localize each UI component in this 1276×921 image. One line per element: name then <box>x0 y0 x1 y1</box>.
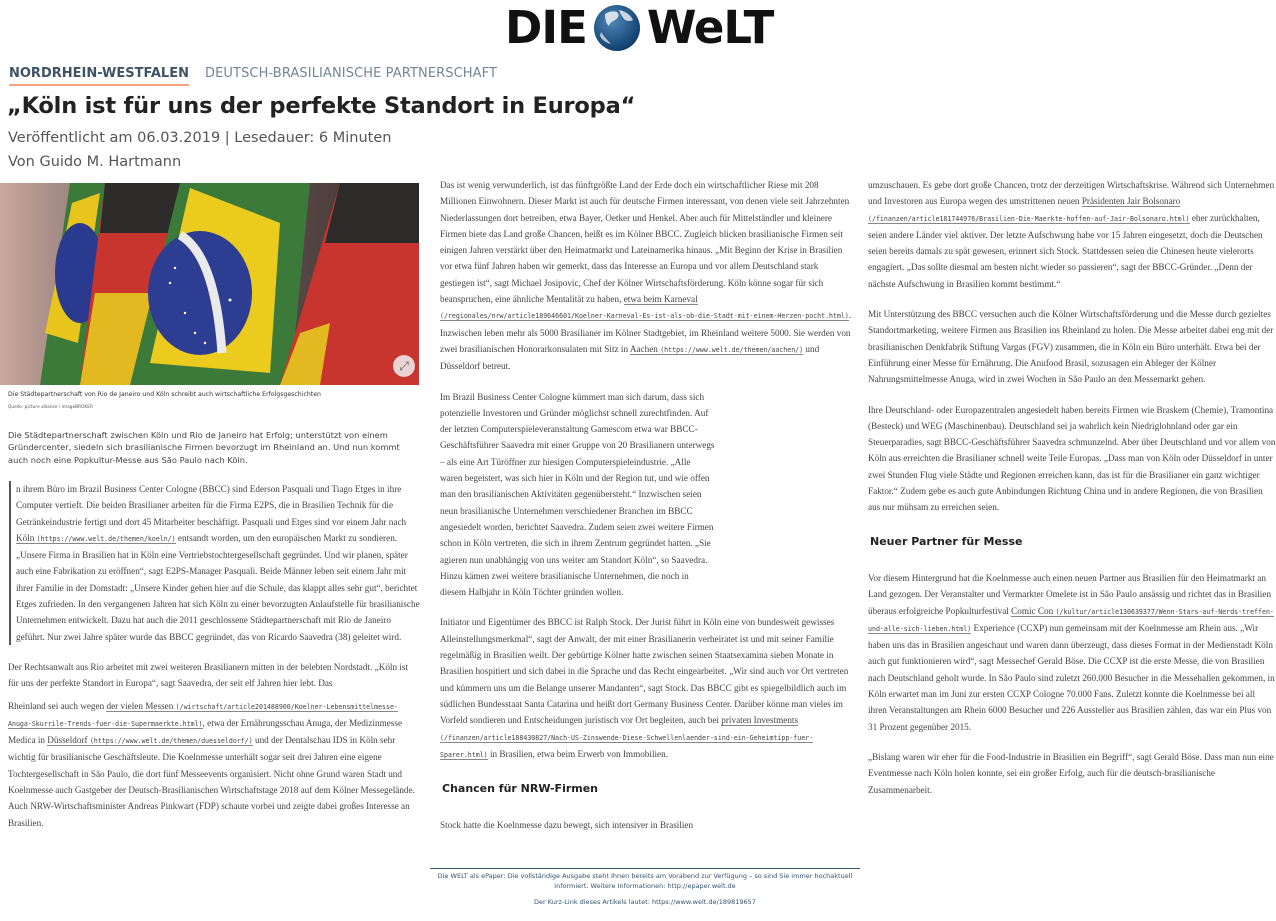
link-koeln[interactable] <box>16 533 176 544</box>
body-paragraph: „Bislang waren wir eher für die Food-Industrie in Brasilien ein Begriff“, sagt Gerald Böse. Dass man nun eine Eventmesse nach Köln holen konnte, sei ein großer Erfolg, auch für die deutsch-brasilianische Zusammenarbeit. <box>868 751 1274 795</box>
link-url: (/kultur/article130639377/Wenn-Stars-auf-Nerds-treffen-und-alle-sich-lieben.html) <box>868 607 1274 633</box>
article-column-2 <box>440 177 855 848</box>
text: Vor diesem Hintergrund hat die Koelnmesse auch einen neuen Partner aus Brasilien für den Heimatmarkt an Land gezogen. Der Veranstalter und Vermarkter Omelete ist in São Paulo ansässig und richtet das in Brasilien überaus erfolgreiche Popkulturfestival <box>868 572 1272 616</box>
author-byline: Von Guido M. Hartmann <box>8 154 182 170</box>
link-text: Aachen <box>629 343 658 354</box>
epaper-notice: Die WELT als ePaper: Die vollständige Ausgabe steht Ihnen bereits am Vorabend zur Verfügung – so sind Sie immer hochaktuell informiert. Weitere Informationen: http://epaper.welt.de <box>437 872 853 890</box>
link-url: (https://www.welt.de/themen/duesseldorf/) <box>89 737 253 746</box>
body-paragraph <box>868 177 1276 292</box>
text: und der Dentalschau IDS in Köln sehr wichtig für brasilianische Geschäftsleute. Die Koelnmesse unterhält sogar seit drei Jahren eine eigene Tochtergesellschaft in São Paulo, die dort fünf Messeevents organisiert. Nicht ohne Grund waren Stadt und Koelnmesse auch Gastgeber der Deutsch-Brasilianischen Wirtschaftstage 2018 auf dem Kölner Messegelände. Auch NRW-Wirtschaftsminister Andreas Pinkwart (FDP) schaute vorbei und zeigte dabei großes Interesse an Brasilien. <box>8 735 415 828</box>
epaper-footer <box>430 868 860 907</box>
link-url: (/finanzen/article188430827/Nach-US-Zinswende-Diese-Schwellenlaender-sind-ein-Geheimtipp-fuer-Sparer.html) <box>440 733 814 759</box>
image-credit: Quelle: picture alliance / imageBROKER <box>8 405 93 410</box>
publish-meta: Veröffentlicht am 06.03.2019 | Lesedauer: 6 Minuten <box>8 130 392 146</box>
subheading: Neuer Partner für Messe <box>870 534 1023 548</box>
section-link[interactable]: NORDRHEIN-WESTFALEN <box>9 66 189 86</box>
globe-icon <box>591 2 643 54</box>
kicker <box>9 66 497 86</box>
image-caption: Die Städtepartnerschaft von Rio de Janeiro und Köln schreibt auch wirtschaftliche Erfolgsgeschichten <box>8 391 321 398</box>
text: eher zurückhalten, seien andere Länder viel aktiver. Der letzte Aufschwung habe vor 15 Jahren eingesetzt, doch die Deutschen seien bereits damals zu spät gewesen, erinnert sich Stock. Stattdessen seien die Chinesen heute vielerorts engagiert. „Das sollte diesmal am besten nicht wieder so passieren“, sagt der BBCC-Gründer. „Denn der nächste Aufschwung in Brasilien kommt bestimmt.“ <box>868 212 1263 289</box>
text: . Inzwischen leben mehr als 5000 Brasilianer im Kölner Stadtgebiet, im Rheinland weitere 5000. Sie werden von zwei brasilianischen Honorarkonsulaten mit Sitz in <box>440 310 852 354</box>
short-link[interactable]: Der Kurz-Link dieses Artikels lautet: https://www.welt.de/189819657 <box>534 898 756 906</box>
link-url: (https://www.welt.de/themen/koeln/) <box>36 534 176 543</box>
welt-logo[interactable] <box>505 2 810 54</box>
article-headline: „Köln ist für uns der perfekte Standort in Europa“ <box>7 93 636 119</box>
link-duesseldorf[interactable] <box>47 735 252 746</box>
logo-word-die: DIE <box>505 1 587 54</box>
text: , etwa der Ernährungsschau Anuga, der Medizinmesse Medica in <box>8 717 403 746</box>
link-text: Düsseldorf <box>47 735 88 746</box>
link-url: (/regionales/nrw/article189646601/Koelner-Karneval-Es-ist-als-ob-die-Stadt-mit-einem-Herzen-pocht.html) <box>440 312 849 321</box>
hero-image <box>0 183 419 385</box>
body-paragraph: Ihre Deutschland- oder Europazentralen angesiedelt haben bereits Firmen wie Braskem (Chemie), Tramontina (Besteck) und WEG (Maschinenbau). Deutschland sei ja wahrlich kein Niedriglohnland oder gar ein Steuerparadies, sagt BBCC-Geschäftsführer Saavedra schmunzelnd. Aber über Deutschland und vor allem von Köln aus erreichten die Brasilianer schnell weite Teile Europas. „Dass man von Köln oder Düsseldorf in unter zwei Stunden Flug viele Städte und Regionen erreichen kann, das ist für die Brasilianer ein ganz wichtiger Faktor.“ Zudem gebe es auch gute Anbindungen Richtung China und in andere Regionen, die von Brasilien aus nur mühsam zu erreichen seien. <box>868 404 1276 513</box>
text: in Brasilien, etwa beim Erwerb von Immobilien. <box>487 748 669 759</box>
topic-label: DEUTSCH-BRASILIANISCHE PARTNERSCHAFT <box>204 66 498 81</box>
body-paragraph: Im Brazil Business Center Cologne kümmert man sich darum, dass sich potenzielle Investoren und Gründer möglichst schnell zurechtfinden. Auf der letzten Computerspieleveranstaltung Gamescom etwa war BBCC-Geschäftsführer Saavedra mit einer Gruppe von 20 Brasilianern unterwegs – als eine Art Türöffner zur hiesigen Computerspieleindustrie. „Alle waren begeistert, was sich hier in Köln und der Region tut, und wie offen man den brasilianischen Aktivitäten gegenübersteht.“ Inzwischen seien neun brasilianische Unternehmen verschiedener Branchen im BBCC angesiedelt worden, berichtet Saavedra. Zudem seien zwei weitere Firmen schon in Köln vertreten, die sich in ihrem Zentrum gegründet hatten. „Sie agieren nun unabhängig von uns weiter am Standort Köln“, so Saavedra. Hinzu kämen zwei weitere brasilianische Unternehmen, die noch in diesem Halbjahr in Köln Töchter gründen wollen. <box>440 391 715 598</box>
body-paragraph <box>8 698 420 831</box>
body-paragraph <box>868 570 1276 735</box>
link-url: (/wirtschaft/article201488900/Koelner-Lebensmittelmesse-Anuga-Skurrile-Trends-fuer-die-Supermaerkte.html) <box>8 702 398 728</box>
expand-image-button[interactable] <box>393 355 415 377</box>
body-paragraph <box>9 481 420 645</box>
link-text: der vielen Messen <box>106 700 174 711</box>
link-text: Präsidenten Jair Bolsonaro <box>1081 196 1181 207</box>
text: Experience (CCXP) nun gemeinsam mit der Koelnmesse am Rhein aus. „Wir haben uns das in Brasilien angeschaut und waren dann überzeugt, dass dieses Format in der Medienstadt Köln auch gut funktionieren wird“, sagt Messechef Gerald Böse. Die CCXP ist die erste Messe, die von Brasilien nach Deutschland geholt wurde. In São Paulo sind zuletzt 260.000 Besucher in die Messehallen gekommen, in Köln erwartet man im Juni zur ersten CCXP Cologne 70.000 Fans. Zuletzt konnte die Koelnmesse bei all ihren Veranstaltungen am Rhein 6000 Besucher und 226 Aussteller aus Brasilien zählen, das war ein Plus von 31 Prozent gegenüber 2015. <box>868 622 1275 732</box>
body-paragraph: Mit Unterstützung des BBCC versuchen auch die Kölner Wirtschaftsförderung und die Messe durch gezieltes Standortmarketing, weitere Firmen aus Brasilien ins Rheinland zu holen. Die Messe arbeitet dabei eng mit der brasilianischen Denkfabrik Stiftung Vargas (FGV) zusammen, die in Köln ein Büro unterhält. Etwa bei der Einführung einer Messe für Ernährung. Die Anufood Brasil, sozusagen ein Ableger der Kölner Nahrungsmittelmesse Anuga, wird in zwei Wochen in São Paulo an den Messemarkt gehen. <box>868 309 1274 385</box>
body-paragraph <box>440 177 855 375</box>
link-text: etwa beim Karneval <box>623 294 698 305</box>
text: umzuschauen. Es gebe dort große Chancen, trotz der derzeitigen Wirtschaftskrise. Während sich Unternehmen und Investoren aus Europa wegen des umstrittenen neuen <box>868 180 1275 207</box>
text: Initiator und Eigentümer des BBCC ist Ralph Stock. Der Jurist führt in Köln eine von bundesweit gewisses Alleinstellungsmerkmal“, sagt der Anwalt, der mit einer Brasilianerin verheiratet ist und mit seiner Familie regelmäßig in Brasilien weilt. Der gebürtige Kölner hatte zwischen seinen Staatsexamina sieben Monate in Brasilien hospitiert und sich dabei in die Sprache und das Recht eingearbeitet. „Wir sind auch vor Ort vertreten und kümmern uns um die Belange unserer Mandanten“, sagt Stock. Das BBCC gibt es spiegelbildlich auch im südlichen Bundesstaat Santa Catarina und heißt dort Germany Business Center. Darüber könne man vieles im Vorfeld sondieren und Entscheidungen juristisch vor Ort begleiten, auch bei <box>440 617 849 726</box>
body-paragraph: Der Rechtsanwalt aus Rio arbeitet mit zwei weiteren Brasilianern mitten in der belebten Nordstadt. „Köln ist für uns der perfekte Standort in Europa“, sagt Saavedra, der seit elf Jahren hier lebt. Das <box>8 661 409 689</box>
subheading: Chancen für NRW-Firmen <box>442 782 599 796</box>
link-text: Köln <box>16 532 35 543</box>
text: und Düsseldorf betreut. <box>440 343 820 372</box>
text: Das ist wenig verwunderlich, ist das fünftgrößte Land der Erde doch ein wirtschaftlicher Riese mit 208 Millionen Einwohnern. Dieser Markt ist auch für deutsche Firmen interessant, von denen viele seit Jahrzehnten Niederlassungen dort betreiben, etwa Bayer, Oetker und Henkel. Aber auch für Mittelständler und kleinere Firmen biete das Land große Chancen, heißt es im Kölner BBCC. Zugleich blicken brasilianische Firmen seit einigen Jahren verstärkt über den Heimatmarkt und Lateinamerika hinaus. „Mit Beginn der Krise in Brasilien vor etwa fünf Jahren haben wir gemerkt, dass das Interesse an Europa und vor allem Deutschland stark gestiegen ist“, sagt Michael Josipovic, Chef der Kölner Wirtschaftsförderung. Köln könne sogar für sich beanspruchen, eine ähnliche Mentalität zu haben, <box>440 180 850 305</box>
article-intro: Die Städtepartnerschaft zwischen Köln und Rio de Janeiro hat Erfolg; unterstützt von einem Gründercenter, siedeln sich brasilianische Firmen bevorzugt im Rheinland an. Und nun kommt auch noch eine Popkultur-Messe aus São Paulo nach Köln. <box>8 430 400 465</box>
article-column-1 <box>8 481 420 845</box>
logo-word-welt: WeLT <box>646 1 774 54</box>
link-text: privaten Investments <box>721 715 799 726</box>
body-paragraph: Stock hatte die Koelnmesse dazu bewegt, sich intensiver in Brasilien <box>440 820 694 831</box>
expand-icon: ⤢ <box>399 358 409 373</box>
body-paragraph <box>440 614 855 763</box>
link-url: (https://www.welt.de/themen/aachen/) <box>660 345 804 354</box>
link-aachen[interactable] <box>630 344 803 355</box>
text: n ihrem Büro im Brazil Business Center Cologne (BBCC) sind Ederson Pasquali und Tiago Etges in ihre Computer vertieft. Die beiden Brasilianer arbeiten für die Firma E2PS, die in Brasilien Technik für die Getränkeindustrie fertigt und dort 45 Mitarbeiter beschäftigt. Pasquali und Etges sind vor einem Jahr nach <box>16 484 407 527</box>
link-text: Comic Con <box>1011 605 1054 616</box>
article-column-3 <box>868 177 1276 812</box>
text: entsandt worden, um den europäischen Markt zu sondieren. „Unsere Firma in Brasilien hat in Köln eine Vertriebstochtergesellschaft gegründet. Und wir planen, später auch eine Fabrikation zu eröffnen“, sagt E2PS-Manager Pasquali. Beide Männer leben seit einem Jahr mit ihrer Familie in der Domstadt: „Unsere Kinder gehen hier auf die Schule, das klappt alles sehr gut“, berichtet Etges zufrieden. In den vergangenen Jahren hat sich Köln zu einer bevorzugten Anlaufstelle für brasilianische Unternehmen entwickelt. Dazu hat auch die 2011 geschlossene Städtepartnerschaft mit Rio de Janeiro geführt. Nur zwei Jahre später wurde das BBCC gegründet, das von Ricardo Saavedra (38) geleitet wird. <box>16 532 420 642</box>
text: Rheinland sei auch wegen <box>8 700 107 711</box>
link-url: (/finanzen/article181744976/Brasilien-Die-Maerkte-hoffen-auf-Jair-Bolsonaro.html) <box>868 214 1190 223</box>
flags-illustration <box>0 183 419 385</box>
